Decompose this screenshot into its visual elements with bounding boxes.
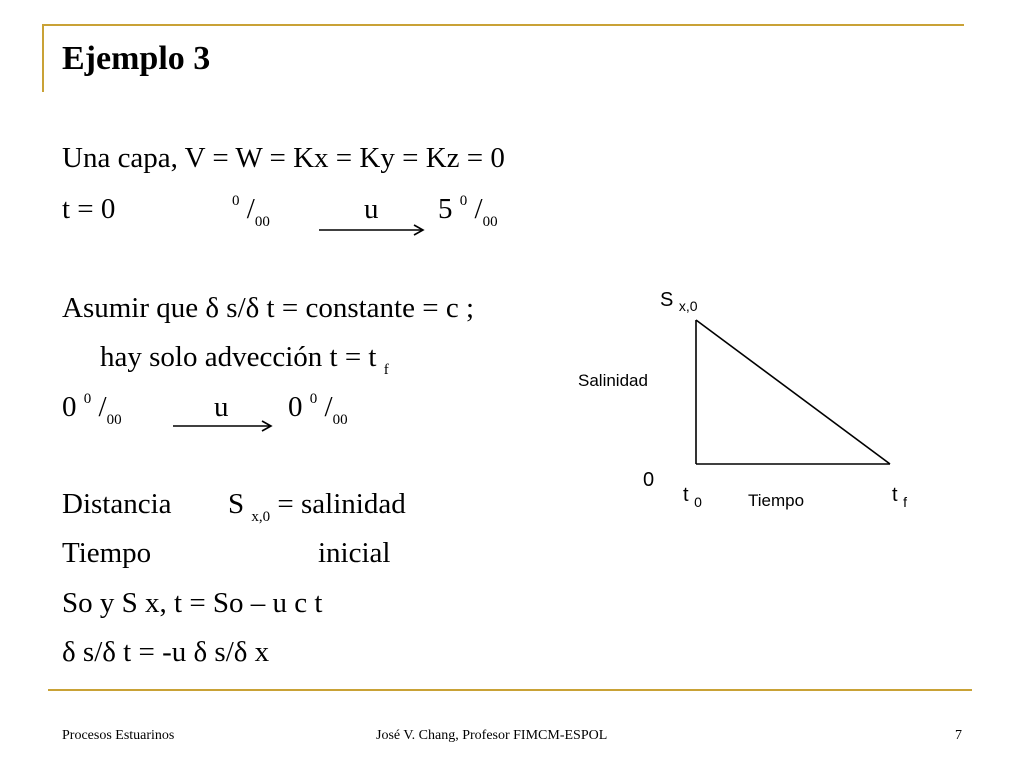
line5-arrow-label: u (214, 391, 229, 423)
line2-arrow-label: u (364, 193, 379, 225)
body-line-8: So y S x, t = So – u c t (62, 587, 323, 619)
body-line-7: Tiempo inicial (62, 537, 391, 569)
diagram-x-axis-label: Tiempo (748, 491, 805, 510)
bottom-accent-line (48, 689, 972, 691)
line6-definition: S $_{x,0}$ = salinidad (228, 488, 406, 525)
body-line-5 (62, 391, 348, 428)
body-line-6: Distancia S $_{x,0}$ = salinidad (62, 488, 406, 525)
footer-author: José V. Chang, Profesor FIMCM-ESPOL (376, 728, 608, 743)
diagram-y-top-label: S $_{x,0}$ (660, 289, 698, 314)
arrow-line-2 (318, 222, 428, 238)
top-accent-line (42, 24, 964, 26)
line2-conc-start: $^0$ $/_{00}$ (232, 193, 270, 230)
diagram-x-start-label: t $_0$ (683, 484, 702, 510)
salinity-triangle-diagram (690, 316, 894, 468)
line2-conc-end: 5 $^0$ $/_{00}$ (438, 193, 498, 230)
line5-conc-start: 0 $^0$ $/_{00}$ (62, 391, 122, 428)
line5-conc-end: 0 $^0$ $/_{00}$ (288, 391, 348, 428)
arrow-line-5 (172, 418, 276, 434)
diagram-y-axis-label: Salinidad (578, 371, 648, 390)
left-accent-line (42, 24, 44, 92)
body-line-4: hay solo advección t = t $_f$ (100, 341, 389, 378)
slide-title: Ejemplo 3 (62, 40, 211, 77)
body-line-3: Asumir que δ s/δ t = constante = c ; (62, 292, 475, 324)
diagram-hypotenuse (696, 320, 890, 464)
line2-t0: t = 0 (62, 193, 116, 225)
diagram-origin-label: 0 (643, 469, 655, 491)
body-line-2 (62, 193, 498, 230)
diagram-x-end-label: t $_f$ (892, 484, 908, 510)
footer-course-name: Procesos Estuarinos (62, 728, 175, 743)
footer-page-number: 7 (955, 728, 962, 743)
body-line-9: δ s/δ t = -u δ s/δ x (62, 636, 270, 668)
body-line-1: Una capa, V = W = Kx = Ky = Kz = 0 (62, 142, 505, 174)
